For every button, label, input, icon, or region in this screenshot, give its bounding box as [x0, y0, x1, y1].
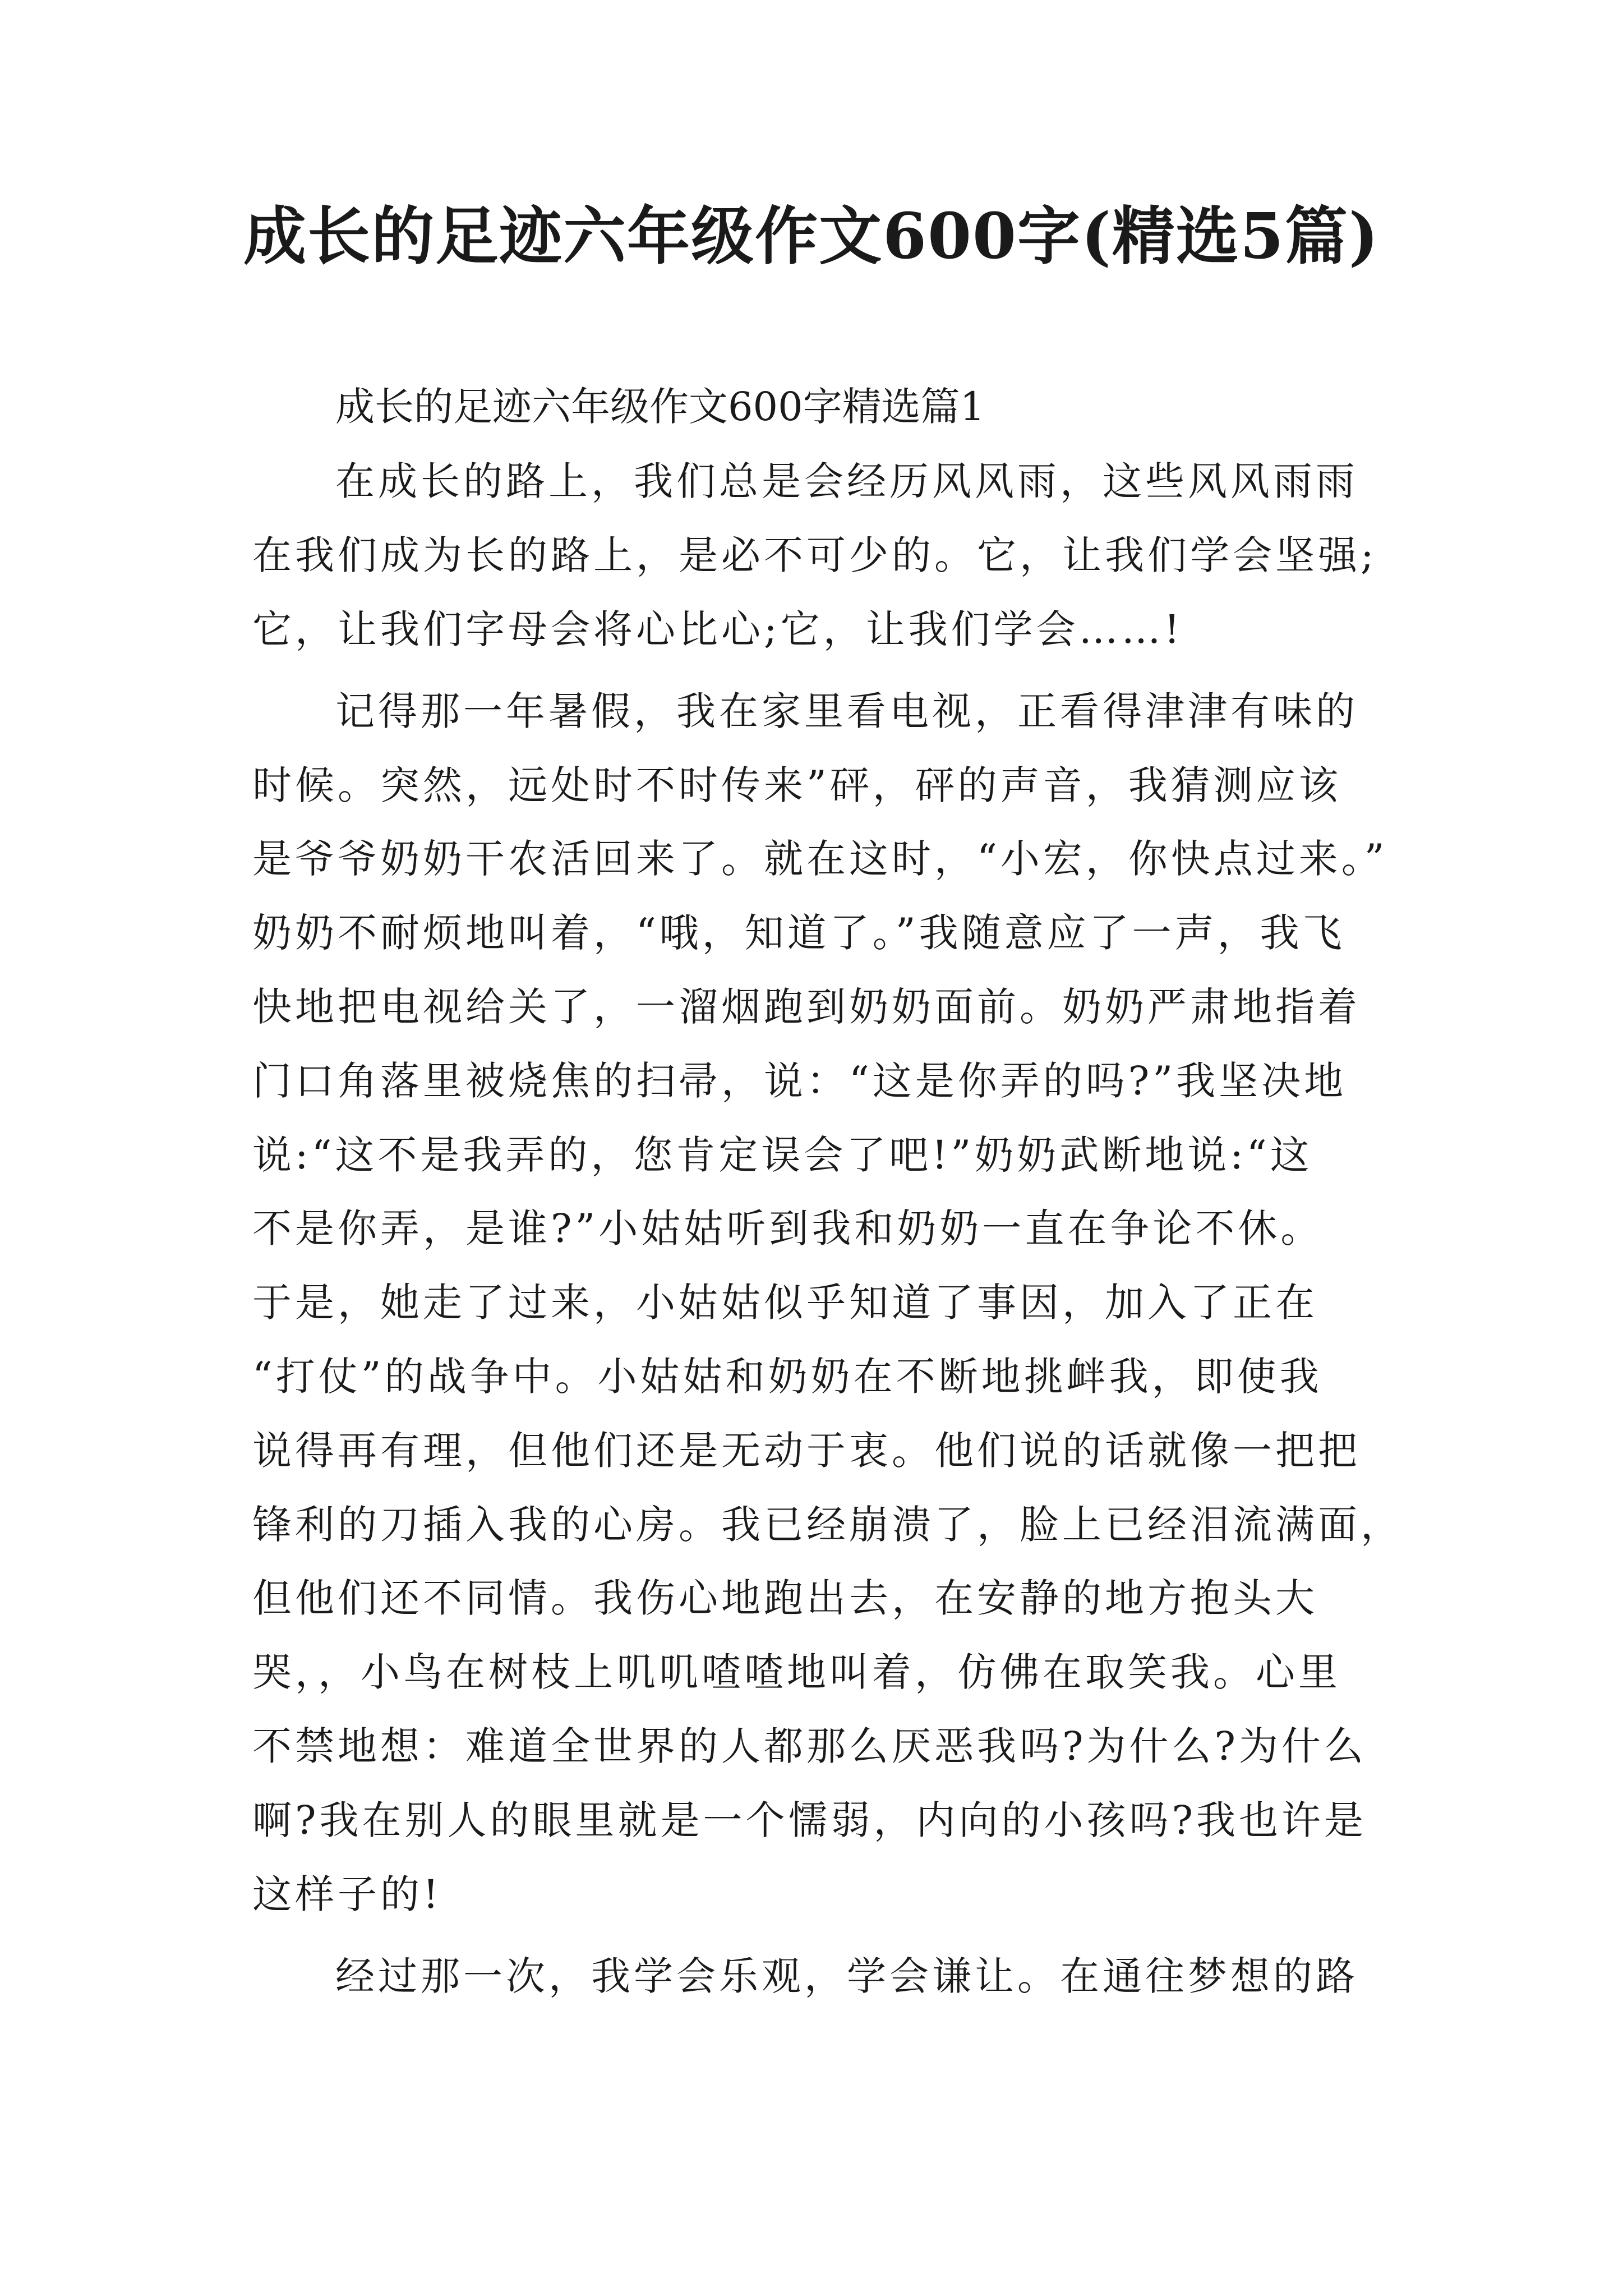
paragraph-line: 记得那一年暑假，我在家里看电视，正看得津津有味的	[335, 688, 1358, 734]
paragraph-line: 哭，，小鸟在树枝上叽叽喳喳地叫着，仿佛在取笑我。心里	[252, 1649, 1341, 1695]
paragraph-line: 锋利的刀插入我的心房。我已经崩溃了，脸上已经泪流满面，	[252, 1502, 1403, 1548]
document-title: 成长的足迹六年级作文600字(精选5篇)	[243, 200, 1380, 273]
paragraph-line: 时候。突然，远处时不时传来”砰，砰的声音，我猜测应该	[252, 762, 1341, 808]
paragraph-line: “打仗”的战争中。小姑姑和奶奶在不断地挑衅我，即使我	[252, 1354, 1322, 1400]
paragraph-line: 说:“这不是我弄的，您肯定误会了吧!”奶奶武断地说:“这	[252, 1132, 1313, 1178]
paragraph-line: 不禁地想：难道全世界的人都那么厌恶我吗?为什么?为什么	[252, 1723, 1367, 1769]
paragraph-line: 门口角落里被烧焦的扫帚，说：“这是你弄的吗?”我坚决地	[252, 1058, 1347, 1104]
paragraph-line: 它，让我们字母会将心比心;它，让我们学会……!	[252, 606, 1183, 652]
paragraph-line: 快地把电视给关了，一溜烟跑到奶奶面前。奶奶严肃地指着	[252, 984, 1361, 1030]
paragraph-line: 说得再有理，但他们还是无动于衷。他们说的话就像一把把	[252, 1428, 1361, 1474]
paragraph-line: 这样子的!	[252, 1871, 442, 1917]
paragraph-line: 在成长的路上，我们总是会经历风风雨，这些风风雨雨	[335, 458, 1358, 504]
paragraph-line: 奶奶不耐烦地叫着，“哦，知道了。”我随意应了一声，我飞	[252, 910, 1345, 956]
paragraph-line: 在我们成为长的路上，是必不可少的。它，让我们学会坚强;	[252, 532, 1377, 578]
paragraph-line: 但他们还不同情。我伤心地跑出去，在安静的地方抱头大	[252, 1575, 1318, 1621]
paragraph-line: 于是，她走了过来，小姑姑似乎知道了事因，加入了正在	[252, 1280, 1318, 1326]
paragraph-line: 是爷爷奶奶干农活回来了。就在这时，“小宏，你快点过来。”	[252, 836, 1388, 882]
paragraph-line: 经过那一次，我学会乐观，学会谦让。在通往梦想的路	[335, 1953, 1358, 1999]
paragraph-line: 不是你弄，是谁?”小姑姑听到我和奶奶一直在争论不休。	[252, 1205, 1324, 1251]
paragraph-line: 啊?我在别人的眼里就是一个懦弱，内向的小孩吗?我也许是	[252, 1797, 1367, 1843]
section-heading: 成长的足迹六年级作文600字精选篇1	[335, 384, 985, 430]
